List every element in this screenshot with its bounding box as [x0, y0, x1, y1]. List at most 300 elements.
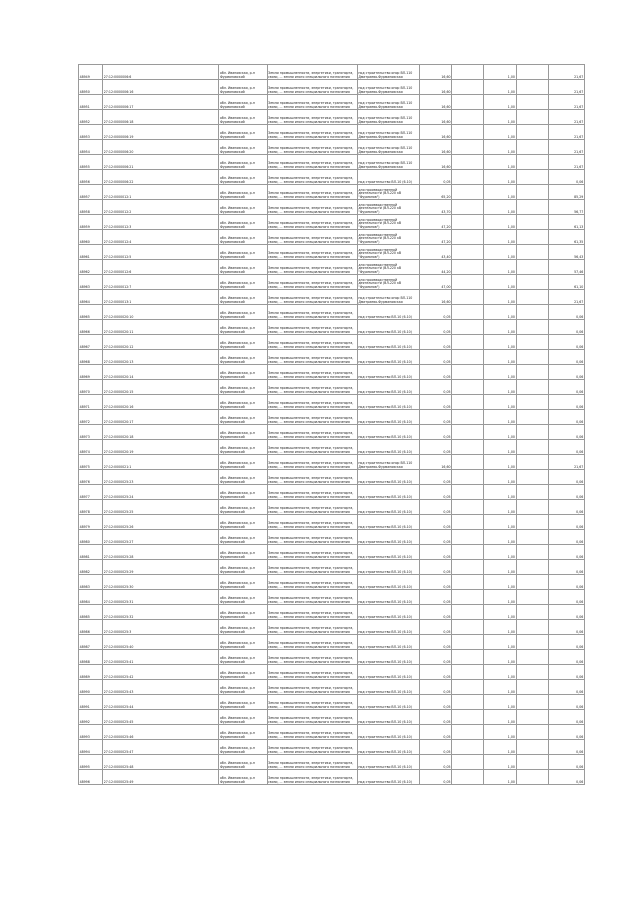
tax-value: 21,67	[548, 290, 584, 305]
empty-cell	[516, 185, 548, 200]
area-value: 0,05	[419, 620, 451, 635]
empty-cell	[452, 275, 484, 290]
row-number: 48976	[79, 470, 103, 485]
cadastral-number: 27:12:0000006:20	[103, 140, 219, 155]
table-row	[79, 755, 585, 770]
row-number: 48966	[79, 320, 103, 335]
row-number: 48965	[79, 305, 103, 320]
cadastral-number: 27:12:0000006:17	[103, 95, 219, 110]
rate-value: 1,00	[484, 470, 516, 485]
empty-cell	[452, 560, 484, 575]
tax-value: 0,06	[548, 710, 584, 725]
area-value: 0,05	[419, 725, 451, 740]
land-category: Земли промышленности, энергетики, транспорта, связи, ... земли иного специального назначения	[267, 620, 357, 635]
empty-cell	[452, 410, 484, 425]
empty-cell	[516, 410, 548, 425]
area-value: 0,05	[419, 425, 451, 440]
area-value: 0,05	[419, 740, 451, 755]
table-row	[79, 380, 585, 395]
address: обл. Ивановская, р-н Фурмановский	[219, 530, 267, 545]
permitted-use: под строительство опор ВЛ-110 Дмитриево-Фурмановская	[357, 125, 419, 140]
land-category: Земли промышленности, энергетики, транспорта, связи, ... земли иного специального назначения	[267, 770, 357, 785]
permitted-use: под строительство опор ВЛ-110 Дмитриево-Фурмановская	[357, 455, 419, 470]
cadastral-number: 27:12:0000012:5	[103, 245, 219, 260]
tax-value: 0,06	[548, 665, 584, 680]
rate-value: 1,00	[484, 365, 516, 380]
empty-cell	[516, 350, 548, 365]
table-row	[79, 335, 585, 350]
row-number: 48993	[79, 725, 103, 740]
address: обл. Ивановская, р-н Фурмановский	[219, 740, 267, 755]
rate-value: 1,00	[484, 185, 516, 200]
area-value: 16,60	[419, 65, 451, 80]
empty-cell	[516, 200, 548, 215]
address: обл. Ивановская, р-н Фурмановский	[219, 650, 267, 665]
area-value: 43,40	[419, 245, 451, 260]
land-category: Земли промышленности, энергетики, транспорта, связи, ... земли иного специального назначения	[267, 590, 357, 605]
permitted-use: под строительство ВЛ-10 (6-10)	[357, 335, 419, 350]
rate-value: 1,00	[484, 380, 516, 395]
row-number: 48977	[79, 485, 103, 500]
address: обл. Ивановская, р-н Фурмановский	[219, 305, 267, 320]
row-number: 48987	[79, 635, 103, 650]
permitted-use: под строительство ВЛ-10 (6-10)	[357, 740, 419, 755]
rate-value: 1,00	[484, 200, 516, 215]
address: обл. Ивановская, р-н Фурмановский	[219, 635, 267, 650]
permitted-use: под строительство ВЛ-10 (6-10)	[357, 365, 419, 380]
cadastral-number: 27:12:0000012:1	[103, 185, 219, 200]
address: обл. Ивановская, р-н Фурмановский	[219, 365, 267, 380]
row-number: 48996	[79, 770, 103, 785]
rate-value: 1,00	[484, 290, 516, 305]
row-number: 48978	[79, 500, 103, 515]
land-category: Земли промышленности, энергетики, транспорта, связи, ... земли иного специального назначения	[267, 740, 357, 755]
address: обл. Ивановская, р-н Фурмановский	[219, 140, 267, 155]
permitted-use: под строительство опор ВЛ-110 Дмитриево-Фурмановская	[357, 155, 419, 170]
rate-value: 1,00	[484, 770, 516, 785]
area-value: 16,60	[419, 155, 451, 170]
cadastral-number: 27:12:0000020:11	[103, 320, 219, 335]
empty-cell	[452, 215, 484, 230]
row-number: 48995	[79, 755, 103, 770]
rate-value: 1,00	[484, 350, 516, 365]
empty-cell	[452, 110, 484, 125]
cadastral-number: 27:12:0000012:2	[103, 200, 219, 215]
cadastral-number: 27:12:0000012:3	[103, 215, 219, 230]
empty-cell	[452, 260, 484, 275]
cadastral-number: 27:12:0000020:16	[103, 395, 219, 410]
empty-cell	[452, 140, 484, 155]
permitted-use: под строительство опор ВЛ-110 Дмитриево-Фурмановская	[357, 290, 419, 305]
cadastral-number: 27:12:0000020:12	[103, 335, 219, 350]
row-number: 48991	[79, 695, 103, 710]
rate-value: 1,00	[484, 455, 516, 470]
address: обл. Ивановская, р-н Фурмановский	[219, 185, 267, 200]
area-value: 0,05	[419, 440, 451, 455]
empty-cell	[452, 185, 484, 200]
cadastral-number: 27:12:0000012:7	[103, 275, 219, 290]
tax-value: 21,67	[548, 65, 584, 80]
land-category: Земли промышленности, энергетики, транспорта, связи, ... земли иного специального назначения	[267, 350, 357, 365]
land-category: Земли промышленности, энергетики, транспорта, связи, ... земли иного специального назначения	[267, 155, 357, 170]
empty-cell	[516, 155, 548, 170]
empty-cell	[516, 680, 548, 695]
tax-value: 61,35	[548, 230, 584, 245]
empty-cell	[516, 665, 548, 680]
rate-value: 1,00	[484, 545, 516, 560]
row-number: 48980	[79, 530, 103, 545]
permitted-use: под строительство ВЛ-10 (6-10)	[357, 350, 419, 365]
empty-cell	[452, 350, 484, 365]
address: обл. Ивановская, р-н Фурмановский	[219, 380, 267, 395]
land-category: Земли промышленности, энергетики, транспорта, связи, ... земли иного специального назначения	[267, 575, 357, 590]
land-category: Земли промышленности, энергетики, транспорта, связи, ... земли иного специального назначения	[267, 635, 357, 650]
tax-value: 21,67	[548, 140, 584, 155]
empty-cell	[452, 395, 484, 410]
empty-cell	[452, 680, 484, 695]
table-row	[79, 620, 585, 635]
tax-value: 0,06	[548, 380, 584, 395]
table-row	[79, 290, 585, 305]
cadastral-number: 27:12:0000025:25	[103, 500, 219, 515]
cadastral-number: 27:12:0000025:44	[103, 695, 219, 710]
empty-cell	[452, 725, 484, 740]
permitted-use: под строительство ВЛ-10 (6-10)	[357, 485, 419, 500]
table-row	[79, 425, 585, 440]
tax-value: 0,06	[548, 425, 584, 440]
tax-value: 0,06	[548, 410, 584, 425]
row-number: 48972	[79, 410, 103, 425]
table-row	[79, 80, 585, 95]
table-row	[79, 350, 585, 365]
rate-value: 1,00	[484, 650, 516, 665]
row-number: 48992	[79, 710, 103, 725]
table-row	[79, 575, 585, 590]
address: обл. Ивановская, р-н Фурмановский	[219, 410, 267, 425]
address: обл. Ивановская, р-н Фурмановский	[219, 350, 267, 365]
rate-value: 1,00	[484, 110, 516, 125]
address: обл. Ивановская, р-н Фурмановский	[219, 200, 267, 215]
table-row	[79, 590, 585, 605]
permitted-use: под строительство опор ВЛ-110 Дмитриево-Фурмановская	[357, 80, 419, 95]
empty-cell	[452, 290, 484, 305]
address: обл. Ивановская, р-н Фурмановский	[219, 485, 267, 500]
empty-cell	[516, 710, 548, 725]
land-category: Земли промышленности, энергетики, транспорта, связи, ... земли иного специального назначения	[267, 140, 357, 155]
area-value: 0,05	[419, 650, 451, 665]
row-number: 48988	[79, 650, 103, 665]
area-value: 16,60	[419, 140, 451, 155]
cadastral-number: 27:12:0000025:47	[103, 740, 219, 755]
tax-value: 57,46	[548, 260, 584, 275]
row-number: 48959	[79, 215, 103, 230]
land-category: Земли промышленности, энергетики, транспорта, связи, ... земли иного специального назначения	[267, 260, 357, 275]
area-value: 16,60	[419, 455, 451, 470]
empty-cell	[452, 710, 484, 725]
land-category: Земли промышленности, энергетики, транспорта, связи, ... земли иного специального назначения	[267, 335, 357, 350]
table-row	[79, 230, 585, 245]
cadastral-number: 27:12:0000025:40	[103, 635, 219, 650]
permitted-use: под строительство ВЛ-10 (6-10)	[357, 650, 419, 665]
table-row	[79, 185, 585, 200]
address: обл. Ивановская, р-н Фурмановский	[219, 605, 267, 620]
tax-value: 0,06	[548, 350, 584, 365]
rate-value: 1,00	[484, 575, 516, 590]
tax-value: 21,67	[548, 80, 584, 95]
empty-cell	[452, 620, 484, 635]
tax-value: 0,06	[548, 170, 584, 185]
address: обл. Ивановская, р-н Фурмановский	[219, 95, 267, 110]
empty-cell	[516, 245, 548, 260]
permitted-use: для производственной деятельности (ВЛ-220 кВ "Фурманов")	[357, 245, 419, 260]
cadastral-number: 27:12:0000025:23	[103, 470, 219, 485]
area-value: 65,20	[419, 185, 451, 200]
empty-cell	[452, 245, 484, 260]
area-value: 47,00	[419, 275, 451, 290]
rate-value: 1,00	[484, 395, 516, 410]
permitted-use: для производственной деятельности (ВЛ-220 кВ "Фурманов")	[357, 215, 419, 230]
area-value: 0,05	[419, 695, 451, 710]
row-number: 48981	[79, 545, 103, 560]
empty-cell	[516, 635, 548, 650]
empty-cell	[516, 440, 548, 455]
area-value: 0,05	[419, 470, 451, 485]
empty-cell	[516, 485, 548, 500]
empty-cell	[452, 740, 484, 755]
address: обл. Ивановская, р-н Фурмановский	[219, 80, 267, 95]
table-row	[79, 260, 585, 275]
empty-cell	[452, 515, 484, 530]
cadastral-number: 27:12:0000025:46	[103, 725, 219, 740]
empty-cell	[452, 425, 484, 440]
area-value: 0,05	[419, 665, 451, 680]
area-value: 0,05	[419, 590, 451, 605]
permitted-use: под строительство ВЛ-10 (6-10)	[357, 380, 419, 395]
row-number: 48985	[79, 605, 103, 620]
land-category: Земли промышленности, энергетики, транспорта, связи, ... земли иного специального назначения	[267, 485, 357, 500]
table-row	[79, 215, 585, 230]
table-row	[79, 665, 585, 680]
land-category: Земли промышленности, энергетики, транспорта, связи, ... земли иного специального назначения	[267, 650, 357, 665]
cadastral-number: 27:12:0000006:6	[103, 65, 219, 80]
address: обл. Ивановская, р-н Фурмановский	[219, 560, 267, 575]
empty-cell	[452, 665, 484, 680]
address: обл. Ивановская, р-н Фурмановский	[219, 470, 267, 485]
land-category: Земли промышленности, энергетики, транспорта, связи, ... земли иного специального назначения	[267, 200, 357, 215]
permitted-use: под строительство ВЛ-10 (6-10)	[357, 575, 419, 590]
row-number: 48983	[79, 575, 103, 590]
row-number: 48953	[79, 125, 103, 140]
rate-value: 1,00	[484, 680, 516, 695]
land-category: Земли промышленности, энергетики, транспорта, связи, ... земли иного специального назначения	[267, 455, 357, 470]
row-number: 48963	[79, 275, 103, 290]
address: обл. Ивановская, р-н Фурмановский	[219, 155, 267, 170]
empty-cell	[452, 530, 484, 545]
empty-cell	[452, 320, 484, 335]
tax-value: 0,06	[548, 740, 584, 755]
empty-cell	[516, 695, 548, 710]
table-row	[79, 605, 585, 620]
area-value: 0,05	[419, 560, 451, 575]
tax-value: 61,13	[548, 215, 584, 230]
empty-cell	[516, 500, 548, 515]
row-number: 48982	[79, 560, 103, 575]
rate-value: 1,00	[484, 410, 516, 425]
empty-cell	[516, 650, 548, 665]
table-row	[79, 710, 585, 725]
tax-value: 0,06	[548, 590, 584, 605]
land-category: Земли промышленности, энергетики, транспорта, связи, ... земли иного специального назначения	[267, 665, 357, 680]
empty-cell	[516, 455, 548, 470]
row-number: 48990	[79, 680, 103, 695]
cadastral-number: 27:12:0000025:30	[103, 575, 219, 590]
cadastral-number: 27:12:0000006:22	[103, 170, 219, 185]
empty-cell	[516, 725, 548, 740]
cadastral-number: 27:12:0000025:42	[103, 665, 219, 680]
empty-cell	[516, 110, 548, 125]
land-category: Земли промышленности, энергетики, транспорта, связи, ... земли иного специального назначения	[267, 410, 357, 425]
permitted-use: под строительство ВЛ-10 (6-10)	[357, 770, 419, 785]
permitted-use: под строительство ВЛ-10 (6-10)	[357, 725, 419, 740]
tax-value: 0,06	[548, 335, 584, 350]
area-value: 16,60	[419, 80, 451, 95]
permitted-use: под строительство ВЛ-10 (6-10)	[357, 755, 419, 770]
table-row	[79, 485, 585, 500]
empty-cell	[516, 80, 548, 95]
rate-value: 1,00	[484, 260, 516, 275]
area-value: 47,20	[419, 230, 451, 245]
address: обл. Ивановская, р-н Фурмановский	[219, 260, 267, 275]
address: обл. Ивановская, р-н Фурмановский	[219, 230, 267, 245]
land-category: Земли промышленности, энергетики, транспорта, связи, ... земли иного специального назначения	[267, 290, 357, 305]
land-category: Земли промышленности, энергетики, транспорта, связи, ... земли иного специального назначения	[267, 680, 357, 695]
empty-cell	[516, 590, 548, 605]
table-row	[79, 200, 585, 215]
land-category: Земли промышленности, энергетики, транспорта, связи, ... земли иного специального назначения	[267, 80, 357, 95]
tax-value: 0,06	[548, 755, 584, 770]
permitted-use: для производственной деятельности (ВЛ-220 кВ "Фурманов")	[357, 200, 419, 215]
empty-cell	[452, 500, 484, 515]
empty-cell	[452, 650, 484, 665]
table-row	[79, 125, 585, 140]
rate-value: 1,00	[484, 710, 516, 725]
empty-cell	[516, 140, 548, 155]
empty-cell	[452, 455, 484, 470]
cadastral-number: 27:12:0000012:6	[103, 260, 219, 275]
tax-value: 0,06	[548, 635, 584, 650]
rate-value: 1,00	[484, 80, 516, 95]
cadastral-number: 27:12:0000021:1	[103, 455, 219, 470]
land-category: Земли промышленности, энергетики, транспорта, связи, ... земли иного специального назначения	[267, 440, 357, 455]
empty-cell	[452, 305, 484, 320]
permitted-use: под строительство ВЛ-10 (6-10)	[357, 515, 419, 530]
table-row	[79, 530, 585, 545]
empty-cell	[452, 485, 484, 500]
land-category: Земли промышленности, энергетики, транспорта, связи, ... земли иного специального назначения	[267, 560, 357, 575]
empty-cell	[516, 260, 548, 275]
empty-cell	[516, 230, 548, 245]
permitted-use: под строительство ВЛ-10 (6-10)	[357, 605, 419, 620]
address: обл. Ивановская, р-н Фурмановский	[219, 425, 267, 440]
tax-value: 0,06	[548, 440, 584, 455]
empty-cell	[452, 605, 484, 620]
table-row	[79, 275, 585, 290]
rate-value: 1,00	[484, 590, 516, 605]
row-number: 48971	[79, 395, 103, 410]
cadastral-number: 27:12:0000012:4	[103, 230, 219, 245]
empty-cell	[516, 275, 548, 290]
land-category: Земли промышленности, энергетики, транспорта, связи, ... земли иного специального назначения	[267, 395, 357, 410]
permitted-use: под строительство ВЛ-10 (6-10)	[357, 635, 419, 650]
land-category: Земли промышленности, энергетики, транспорта, связи, ... земли иного специального назначения	[267, 695, 357, 710]
cadastral-number: 27:12:0000025:45	[103, 710, 219, 725]
cadastral-number: 27:12:0000025:43	[103, 680, 219, 695]
table-row	[79, 725, 585, 740]
area-value: 0,05	[419, 395, 451, 410]
land-category: Земли промышленности, энергетики, транспорта, связи, ... земли иного специального назначения	[267, 725, 357, 740]
rate-value: 1,00	[484, 500, 516, 515]
empty-cell	[516, 515, 548, 530]
tax-value: 56,77	[548, 200, 584, 215]
empty-cell	[516, 125, 548, 140]
table-row	[79, 545, 585, 560]
row-number: 48984	[79, 590, 103, 605]
tax-value: 0,06	[548, 770, 584, 785]
row-number: 48949	[79, 65, 103, 80]
empty-cell	[516, 380, 548, 395]
cadastral-number: 27:12:0000013:1	[103, 290, 219, 305]
permitted-use: под строительство ВЛ-10 (6-10)	[357, 440, 419, 455]
row-number: 48967	[79, 335, 103, 350]
row-number: 48960	[79, 230, 103, 245]
tax-value: 0,06	[548, 605, 584, 620]
empty-cell	[516, 170, 548, 185]
area-value: 0,05	[419, 680, 451, 695]
cadastral-number: 27:12:0000020:13	[103, 350, 219, 365]
register-sheet	[78, 64, 584, 785]
rate-value: 1,00	[484, 155, 516, 170]
land-category: Земли промышленности, энергетики, транспорта, связи, ... земли иного специального назначения	[267, 275, 357, 290]
empty-cell	[516, 560, 548, 575]
empty-cell	[516, 425, 548, 440]
cadastral-number: 27:12:0000025:26	[103, 515, 219, 530]
address: обл. Ивановская, р-н Фурмановский	[219, 515, 267, 530]
cadastral-number: 27:12:0000020:15	[103, 380, 219, 395]
rate-value: 1,00	[484, 740, 516, 755]
empty-cell	[452, 770, 484, 785]
land-category: Земли промышленности, энергетики, транспорта, связи, ... земли иного специального назначения	[267, 170, 357, 185]
rate-value: 1,00	[484, 245, 516, 260]
area-value: 0,05	[419, 530, 451, 545]
empty-cell	[516, 305, 548, 320]
empty-cell	[452, 230, 484, 245]
rate-value: 1,00	[484, 95, 516, 110]
empty-cell	[516, 545, 548, 560]
land-category: Земли промышленности, энергетики, транспорта, связи, ... земли иного специального назначения	[267, 605, 357, 620]
cadastral-number: 27:12:0000006:16	[103, 80, 219, 95]
empty-cell	[452, 65, 484, 80]
row-number: 48954	[79, 140, 103, 155]
permitted-use: под строительство ВЛ-10 (6-10)	[357, 170, 419, 185]
cadastral-number: 27:12:0000020:10	[103, 305, 219, 320]
cadastral-number: 27:12:0000020:14	[103, 365, 219, 380]
empty-cell	[516, 395, 548, 410]
tax-value: 0,06	[548, 530, 584, 545]
table-row	[79, 395, 585, 410]
permitted-use: под строительство ВЛ-10 (6-10)	[357, 530, 419, 545]
permitted-use: под строительство ВЛ-10 (6-10)	[357, 590, 419, 605]
row-number: 48962	[79, 260, 103, 275]
